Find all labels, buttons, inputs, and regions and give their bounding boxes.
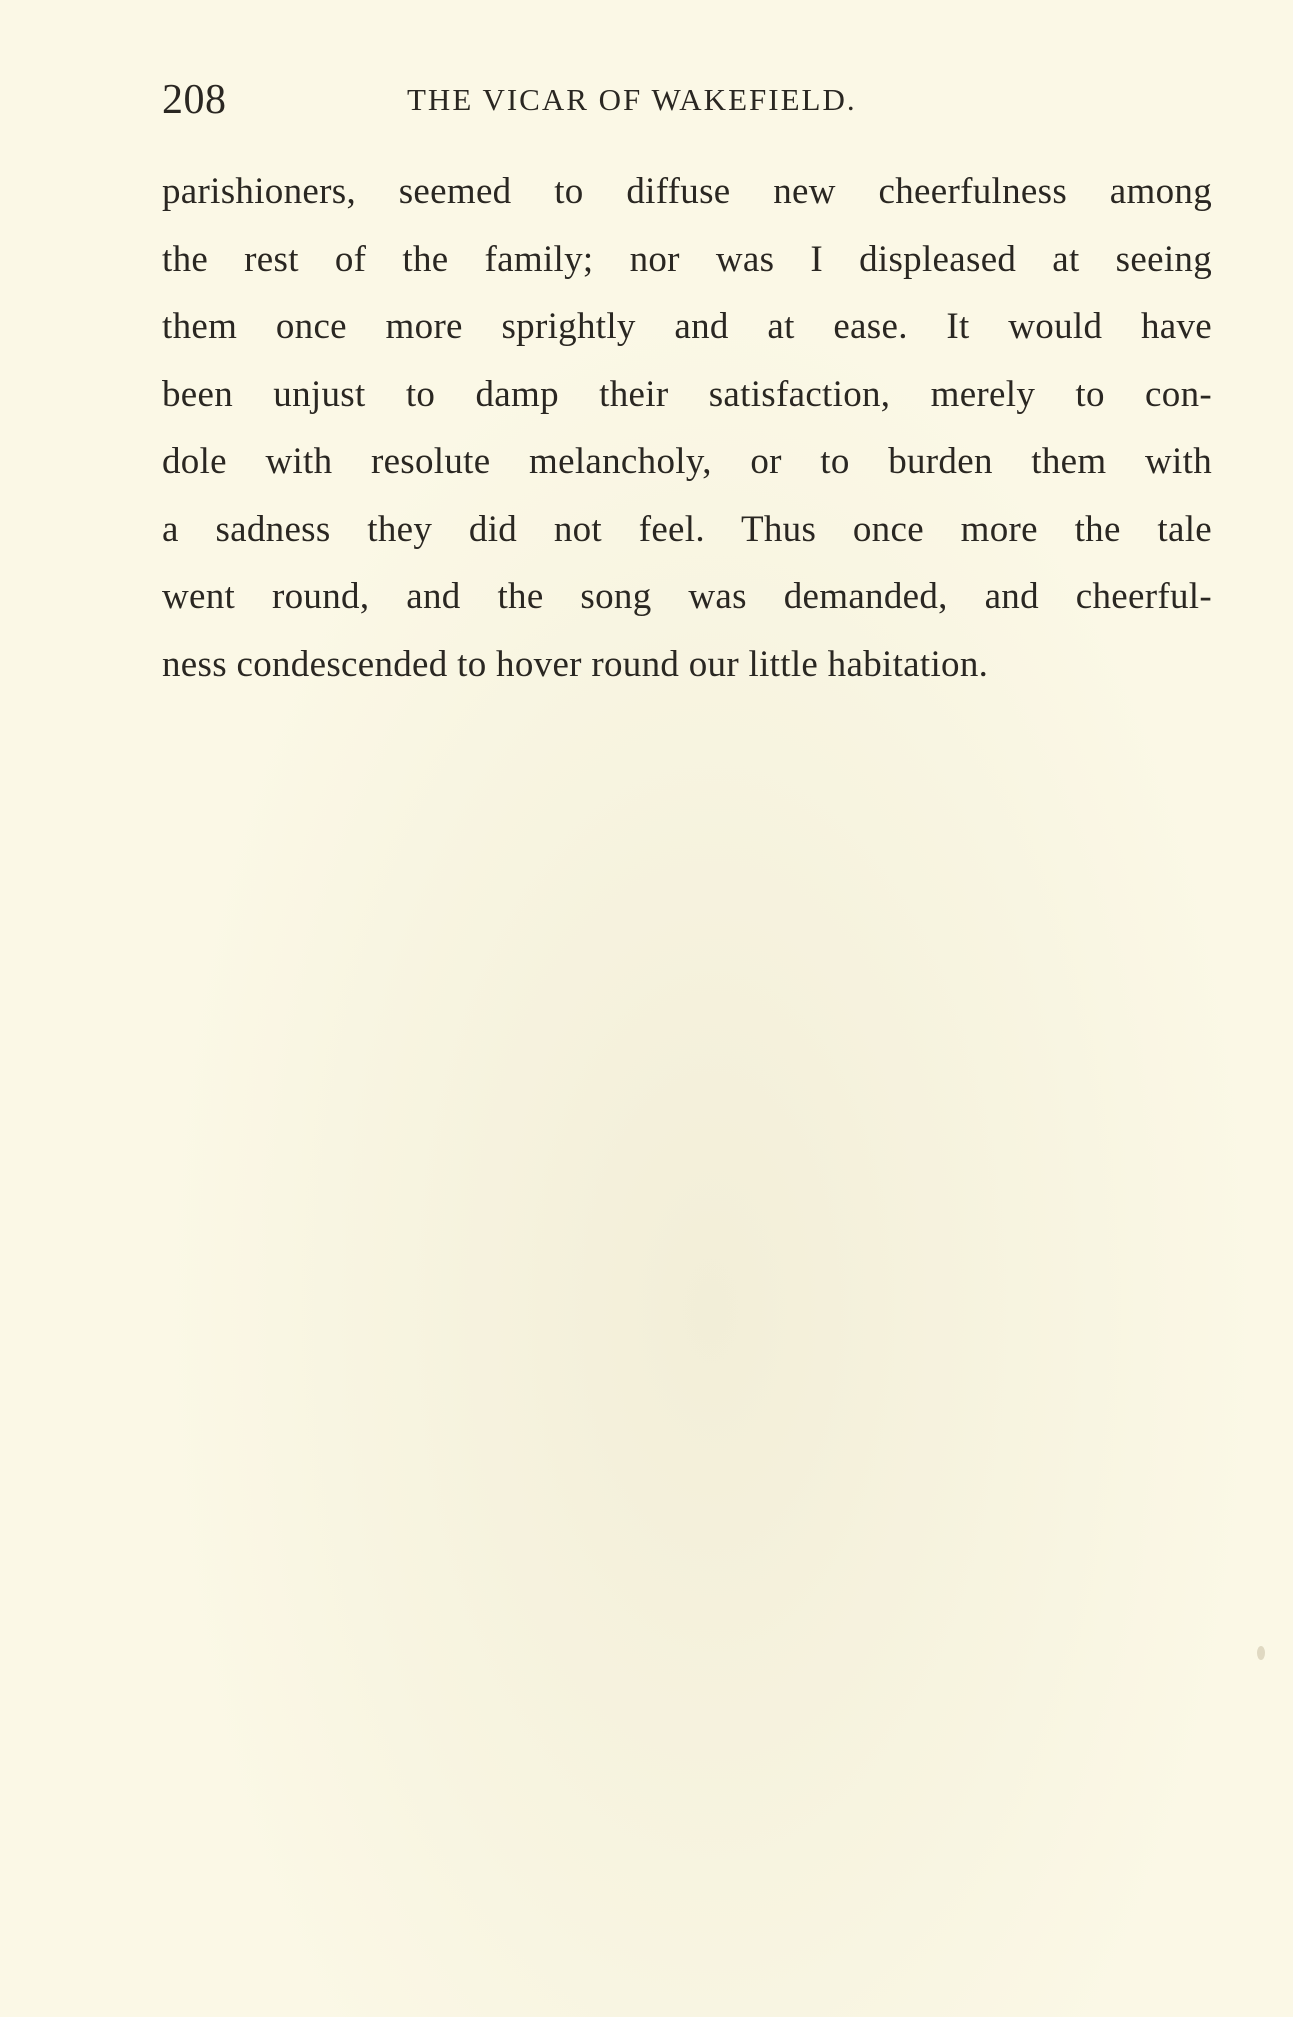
- text-line: the rest of the family; nor was I displeased at seeing: [162, 238, 1212, 280]
- text-line: been unjust to damp their satisfaction, merely to con-: [162, 373, 1212, 415]
- page-number: 208: [162, 77, 227, 123]
- running-head: [162, 70, 1212, 130]
- text-line: went round, and the song was demanded, and cheerful-: [162, 576, 1212, 617]
- text-line: dole with resolute melancholy, or to burden them with: [162, 441, 1212, 482]
- text-line: ness condescended to hover round our little habitation.: [162, 643, 989, 685]
- paper-blemish: [1257, 1646, 1265, 1660]
- text-line: parishioners, seemed to diffuse new cheerfulness among: [162, 171, 1212, 212]
- text-line: a sadness they did not feel. Thus once more the tale: [162, 508, 1212, 550]
- running-title: THE VICAR OF WAKEFIELD.: [407, 82, 857, 117]
- text-line: them once more sprightly and at ease. It would have: [162, 306, 1212, 347]
- body-paragraph: [162, 158, 1212, 698]
